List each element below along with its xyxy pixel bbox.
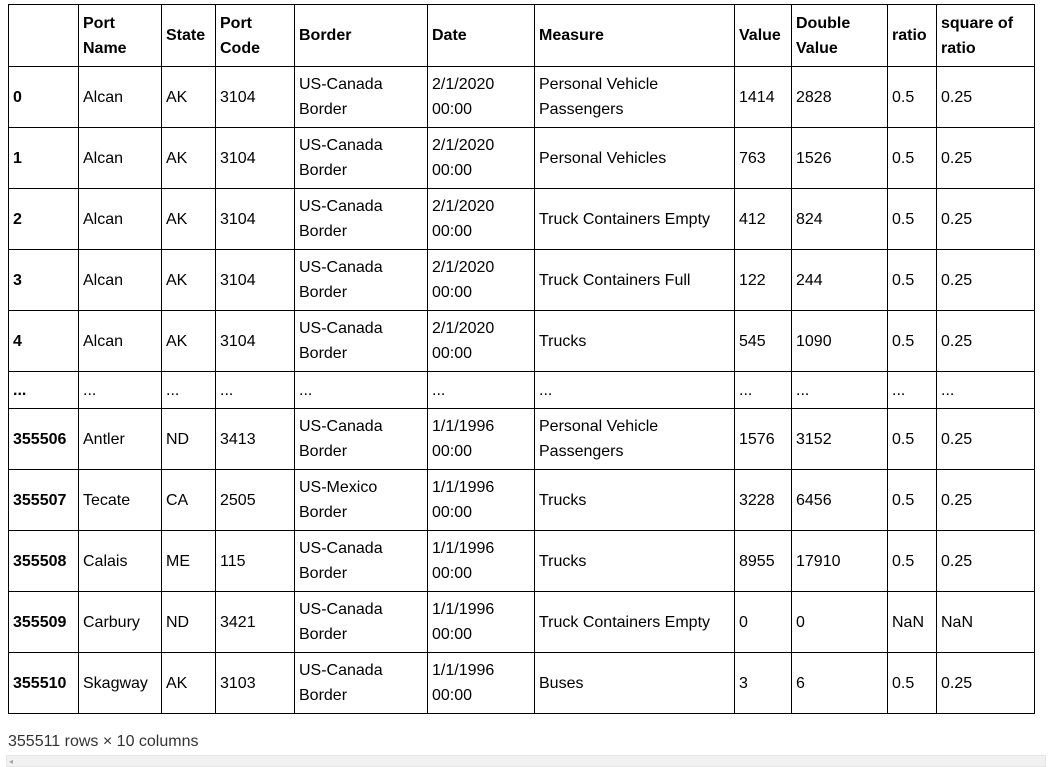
column-header: Date bbox=[428, 5, 535, 67]
table-cell: 0.5 bbox=[888, 409, 937, 470]
row-index: 355510 bbox=[9, 653, 79, 714]
row-index: 2 bbox=[9, 189, 79, 250]
table-cell: 2/1/2020 00:00 bbox=[428, 128, 535, 189]
table-cell: 0.25 bbox=[937, 470, 1035, 531]
table-row bbox=[9, 653, 1035, 714]
table-cell: ND bbox=[162, 409, 216, 470]
table-cell: US-Canada Border bbox=[295, 653, 428, 714]
index-column-header bbox=[9, 5, 79, 67]
table-cell: 2/1/2020 00:00 bbox=[428, 311, 535, 372]
table-cell: 1090 bbox=[792, 311, 888, 372]
row-index: 355508 bbox=[9, 531, 79, 592]
table-cell: 244 bbox=[792, 250, 888, 311]
table-cell: AK bbox=[162, 311, 216, 372]
column-header: Port Code bbox=[216, 5, 295, 67]
table-cell: ... bbox=[216, 372, 295, 409]
table-cell: 3104 bbox=[216, 250, 295, 311]
table-cell: 0.25 bbox=[937, 250, 1035, 311]
table-cell: 0.25 bbox=[937, 409, 1035, 470]
horizontal-scrollbar[interactable] bbox=[6, 755, 1046, 767]
table-row bbox=[9, 531, 1035, 592]
table-cell: 0.5 bbox=[888, 189, 937, 250]
column-header: State bbox=[162, 5, 216, 67]
table-cell: 17910 bbox=[792, 531, 888, 592]
dataframe-table bbox=[8, 4, 1035, 714]
table-cell: AK bbox=[162, 67, 216, 128]
table-cell: 0.25 bbox=[937, 67, 1035, 128]
table-cell: US-Canada Border bbox=[295, 189, 428, 250]
table-row bbox=[9, 250, 1035, 311]
row-index: 3 bbox=[9, 250, 79, 311]
table-cell: ... bbox=[428, 372, 535, 409]
table-cell: US-Mexico Border bbox=[295, 470, 428, 531]
row-index: 4 bbox=[9, 311, 79, 372]
column-header: Double Value bbox=[792, 5, 888, 67]
table-cell: CA bbox=[162, 470, 216, 531]
table-row bbox=[9, 470, 1035, 531]
table-cell: Trucks bbox=[535, 311, 735, 372]
table-cell: ... bbox=[888, 372, 937, 409]
table-cell: 3152 bbox=[792, 409, 888, 470]
table-cell: US-Canada Border bbox=[295, 250, 428, 311]
table-cell: 0.25 bbox=[937, 653, 1035, 714]
table-cell: ME bbox=[162, 531, 216, 592]
table-cell: Personal Vehicle Passengers bbox=[535, 67, 735, 128]
table-cell: US-Canada Border bbox=[295, 409, 428, 470]
column-header: Value bbox=[735, 5, 792, 67]
table-cell: 1526 bbox=[792, 128, 888, 189]
row-index: 355506 bbox=[9, 409, 79, 470]
table-cell: 0.25 bbox=[937, 531, 1035, 592]
table-cell: 122 bbox=[735, 250, 792, 311]
table-row bbox=[9, 128, 1035, 189]
table-cell: Truck Containers Empty bbox=[535, 592, 735, 653]
row-index: ... bbox=[9, 372, 79, 409]
table-cell: Truck Containers Full bbox=[535, 250, 735, 311]
column-header: square of ratio bbox=[937, 5, 1035, 67]
table-cell: Alcan bbox=[79, 128, 162, 189]
table-row bbox=[9, 592, 1035, 653]
table-cell: US-Canada Border bbox=[295, 592, 428, 653]
table-cell: 8955 bbox=[735, 531, 792, 592]
table-cell: 0 bbox=[792, 592, 888, 653]
table-cell: 3228 bbox=[735, 470, 792, 531]
table-cell: 0.5 bbox=[888, 311, 937, 372]
table-row bbox=[9, 67, 1035, 128]
table-cell: AK bbox=[162, 128, 216, 189]
table-cell: Carbury bbox=[79, 592, 162, 653]
table-cell: AK bbox=[162, 189, 216, 250]
table-cell: 763 bbox=[735, 128, 792, 189]
table-cell: ... bbox=[162, 372, 216, 409]
ellipsis-row bbox=[9, 372, 1035, 409]
table-cell: Calais bbox=[79, 531, 162, 592]
table-cell: 2/1/2020 00:00 bbox=[428, 67, 535, 128]
table-cell: ... bbox=[535, 372, 735, 409]
table-cell: 2505 bbox=[216, 470, 295, 531]
table-cell: 1/1/1996 00:00 bbox=[428, 653, 535, 714]
table-cell: Trucks bbox=[535, 531, 735, 592]
table-cell: AK bbox=[162, 653, 216, 714]
row-index: 355509 bbox=[9, 592, 79, 653]
table-cell: Antler bbox=[79, 409, 162, 470]
table-cell: 1/1/1996 00:00 bbox=[428, 409, 535, 470]
row-index: 0 bbox=[9, 67, 79, 128]
table-cell: 0.5 bbox=[888, 470, 937, 531]
table-cell: Alcan bbox=[79, 250, 162, 311]
table-cell: 545 bbox=[735, 311, 792, 372]
table-header bbox=[9, 5, 1035, 67]
table-cell: US-Canada Border bbox=[295, 311, 428, 372]
table-cell: NaN bbox=[888, 592, 937, 653]
table-cell: US-Canada Border bbox=[295, 128, 428, 189]
table-cell: Truck Containers Empty bbox=[535, 189, 735, 250]
table-cell: ... bbox=[295, 372, 428, 409]
table-body bbox=[9, 67, 1035, 714]
row-index: 355507 bbox=[9, 470, 79, 531]
table-cell: ND bbox=[162, 592, 216, 653]
table-cell: AK bbox=[162, 250, 216, 311]
table-cell: 3104 bbox=[216, 67, 295, 128]
row-index: 1 bbox=[9, 128, 79, 189]
column-header: Port Name bbox=[79, 5, 162, 67]
header-row bbox=[9, 5, 1035, 67]
table-cell: Personal Vehicles bbox=[535, 128, 735, 189]
table-cell: 3104 bbox=[216, 128, 295, 189]
table-cell: 3104 bbox=[216, 311, 295, 372]
row-count-summary: 355511 rows × 10 columns bbox=[8, 733, 199, 750]
table-cell: ... bbox=[79, 372, 162, 409]
table-cell: 1576 bbox=[735, 409, 792, 470]
column-header: ratio bbox=[888, 5, 937, 67]
table-cell: 115 bbox=[216, 531, 295, 592]
table-cell: 0.5 bbox=[888, 67, 937, 128]
dataframe-output bbox=[8, 4, 1035, 714]
column-header: Measure bbox=[535, 5, 735, 67]
table-cell: NaN bbox=[937, 592, 1035, 653]
table-cell: 1/1/1996 00:00 bbox=[428, 470, 535, 531]
table-cell: 1/1/1996 00:00 bbox=[428, 592, 535, 653]
table-cell: 2/1/2020 00:00 bbox=[428, 189, 535, 250]
table-cell: Alcan bbox=[79, 67, 162, 128]
left-arrow-icon[interactable]: ◂ bbox=[9, 757, 14, 766]
table-cell: 3 bbox=[735, 653, 792, 714]
table-cell: 1414 bbox=[735, 67, 792, 128]
table-cell: 2/1/2020 00:00 bbox=[428, 250, 535, 311]
table-cell: Skagway bbox=[79, 653, 162, 714]
table-cell: ... bbox=[735, 372, 792, 409]
table-cell: 0.5 bbox=[888, 250, 937, 311]
table-row bbox=[9, 409, 1035, 470]
table-row bbox=[9, 189, 1035, 250]
table-cell: 412 bbox=[735, 189, 792, 250]
table-cell: 0.25 bbox=[937, 189, 1035, 250]
table-cell: Personal Vehicle Passengers bbox=[535, 409, 735, 470]
table-cell: 2828 bbox=[792, 67, 888, 128]
table-cell: Trucks bbox=[535, 470, 735, 531]
table-row bbox=[9, 311, 1035, 372]
table-cell: Buses bbox=[535, 653, 735, 714]
table-cell: 0.25 bbox=[937, 311, 1035, 372]
table-cell: US-Canada Border bbox=[295, 67, 428, 128]
table-cell: 6 bbox=[792, 653, 888, 714]
table-cell: 0.5 bbox=[888, 531, 937, 592]
table-cell: US-Canada Border bbox=[295, 531, 428, 592]
table-cell: 3421 bbox=[216, 592, 295, 653]
table-cell: ... bbox=[792, 372, 888, 409]
table-cell: 6456 bbox=[792, 470, 888, 531]
table-cell: Alcan bbox=[79, 189, 162, 250]
table-cell: 824 bbox=[792, 189, 888, 250]
table-cell: 0 bbox=[735, 592, 792, 653]
table-cell: Alcan bbox=[79, 311, 162, 372]
table-cell: 1/1/1996 00:00 bbox=[428, 531, 535, 592]
table-cell: 3103 bbox=[216, 653, 295, 714]
table-cell: ... bbox=[937, 372, 1035, 409]
table-cell: 3413 bbox=[216, 409, 295, 470]
table-cell: 0.25 bbox=[937, 128, 1035, 189]
column-header: Border bbox=[295, 5, 428, 67]
table-cell: 0.5 bbox=[888, 653, 937, 714]
table-cell: 0.5 bbox=[888, 128, 937, 189]
table-cell: 3104 bbox=[216, 189, 295, 250]
table-cell: Tecate bbox=[79, 470, 162, 531]
